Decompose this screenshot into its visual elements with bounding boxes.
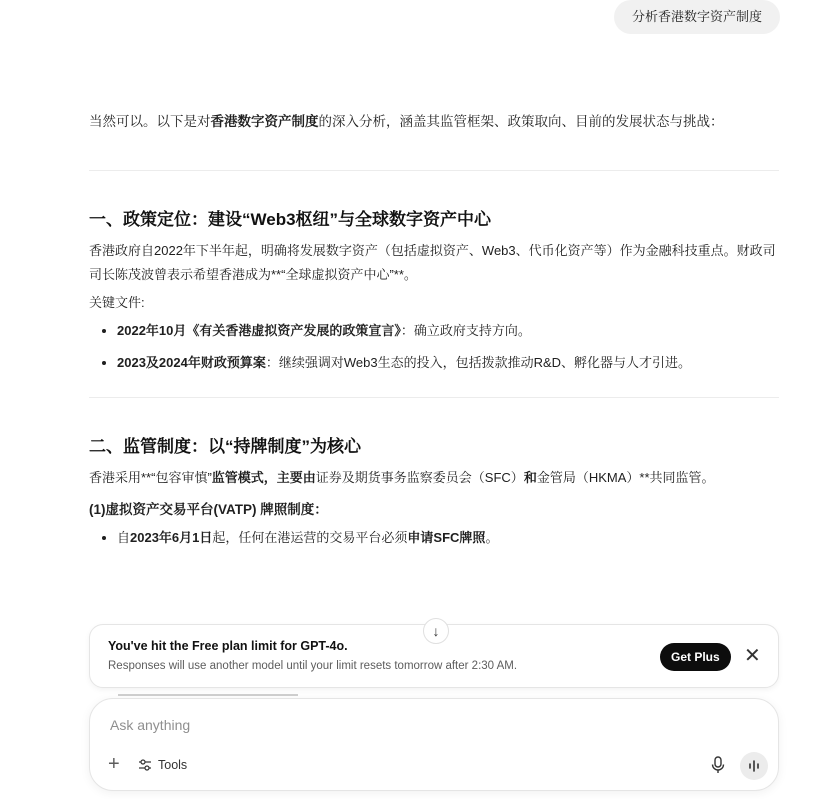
intro-bold: 香港数字资产制度: [210, 114, 319, 129]
vatp-subheading: (1)虚拟资产交易平台(VATP) 牌照制度：: [89, 502, 328, 517]
list-item-bold: 2023年6月1日: [130, 530, 213, 545]
obscured-text: [118, 690, 298, 698]
section2-heading: 二、监管制度：以“持牌制度”为核心: [89, 437, 361, 456]
tools-button[interactable]: [138, 755, 187, 775]
message-input[interactable]: [108, 713, 752, 737]
microphone-icon[interactable]: [708, 755, 728, 775]
section1-paragraph: 香港政府自2022年下半年起，明确将发展数字资产（包括虚拟资产、Web3、代币化资产等）作为金融科技重点。财政司司长陈茂波曾表示希望香港成为**“全球虚拟资产中心”**。: [89, 243, 776, 282]
list-item: [117, 351, 779, 375]
list-item-text: 起，任何在港运营的交易平台必须: [212, 530, 408, 545]
limit-subtitle: Responses will use another model until your limit resets tomorrow after 2:30 AM.: [108, 660, 518, 672]
plus-icon[interactable]: +: [108, 753, 120, 775]
arrow-down-icon[interactable]: ↓: [423, 618, 449, 644]
key-documents-list: [89, 319, 779, 375]
list-item: [117, 319, 779, 343]
vatp-list: [89, 526, 779, 550]
tools-label: Tools: [158, 758, 188, 772]
divider: [89, 397, 779, 398]
para-text: 金管局（HKMA）**共同监管。: [536, 470, 715, 485]
list-item-bold: 2023及2024年财政预算案: [117, 355, 266, 370]
limit-title: You've hit the Free plan limit for GPT-4o.: [108, 639, 348, 653]
para-bold: 监管模式，主要由: [211, 470, 316, 485]
para-text: 香港采用**“包容审慎”: [89, 470, 212, 485]
divider: [89, 170, 779, 171]
list-item-text: ：继续强调对Web3生态的投入，包括拨款推动R&D、孵化器与人才引进。: [265, 355, 692, 370]
tools-icon: [138, 758, 152, 772]
list-item-bold: 2022年10月《有关香港虚拟资产发展的政策宣言》: [117, 323, 401, 338]
key-documents-label: 关键文件:: [89, 295, 145, 310]
message-composer: [89, 698, 779, 791]
voice-mode-button[interactable]: [740, 752, 768, 780]
para-text: 证券及期货事务监察委员会（SFC）: [315, 470, 524, 485]
list-item-text: ：确立政府支持方向。: [400, 323, 531, 338]
user-message-bubble: 分析香港数字资产制度: [614, 0, 780, 34]
close-icon[interactable]: ✕: [744, 645, 761, 667]
assistant-response: [89, 108, 779, 558]
section1-heading: 一、政策定位：建设“Web3枢纽”与全球数字资产中心: [89, 210, 492, 229]
list-item-text: 自: [117, 530, 131, 545]
para-bold: 和: [523, 470, 537, 485]
section2-paragraph: [89, 466, 779, 490]
intro-text: 当然可以。以下是对: [89, 114, 211, 129]
waveform-icon: [740, 752, 768, 780]
list-item: [117, 526, 779, 550]
list-item-text: 。: [485, 530, 499, 545]
intro-paragraph: [89, 108, 779, 136]
intro-text-end: 的深入分析，涵盖其监管框架、政策取向、目前的发展状态与挑战：: [318, 114, 724, 129]
get-plus-button[interactable]: Get Plus: [660, 643, 731, 671]
list-item-bold: 申请SFC牌照: [407, 530, 486, 545]
